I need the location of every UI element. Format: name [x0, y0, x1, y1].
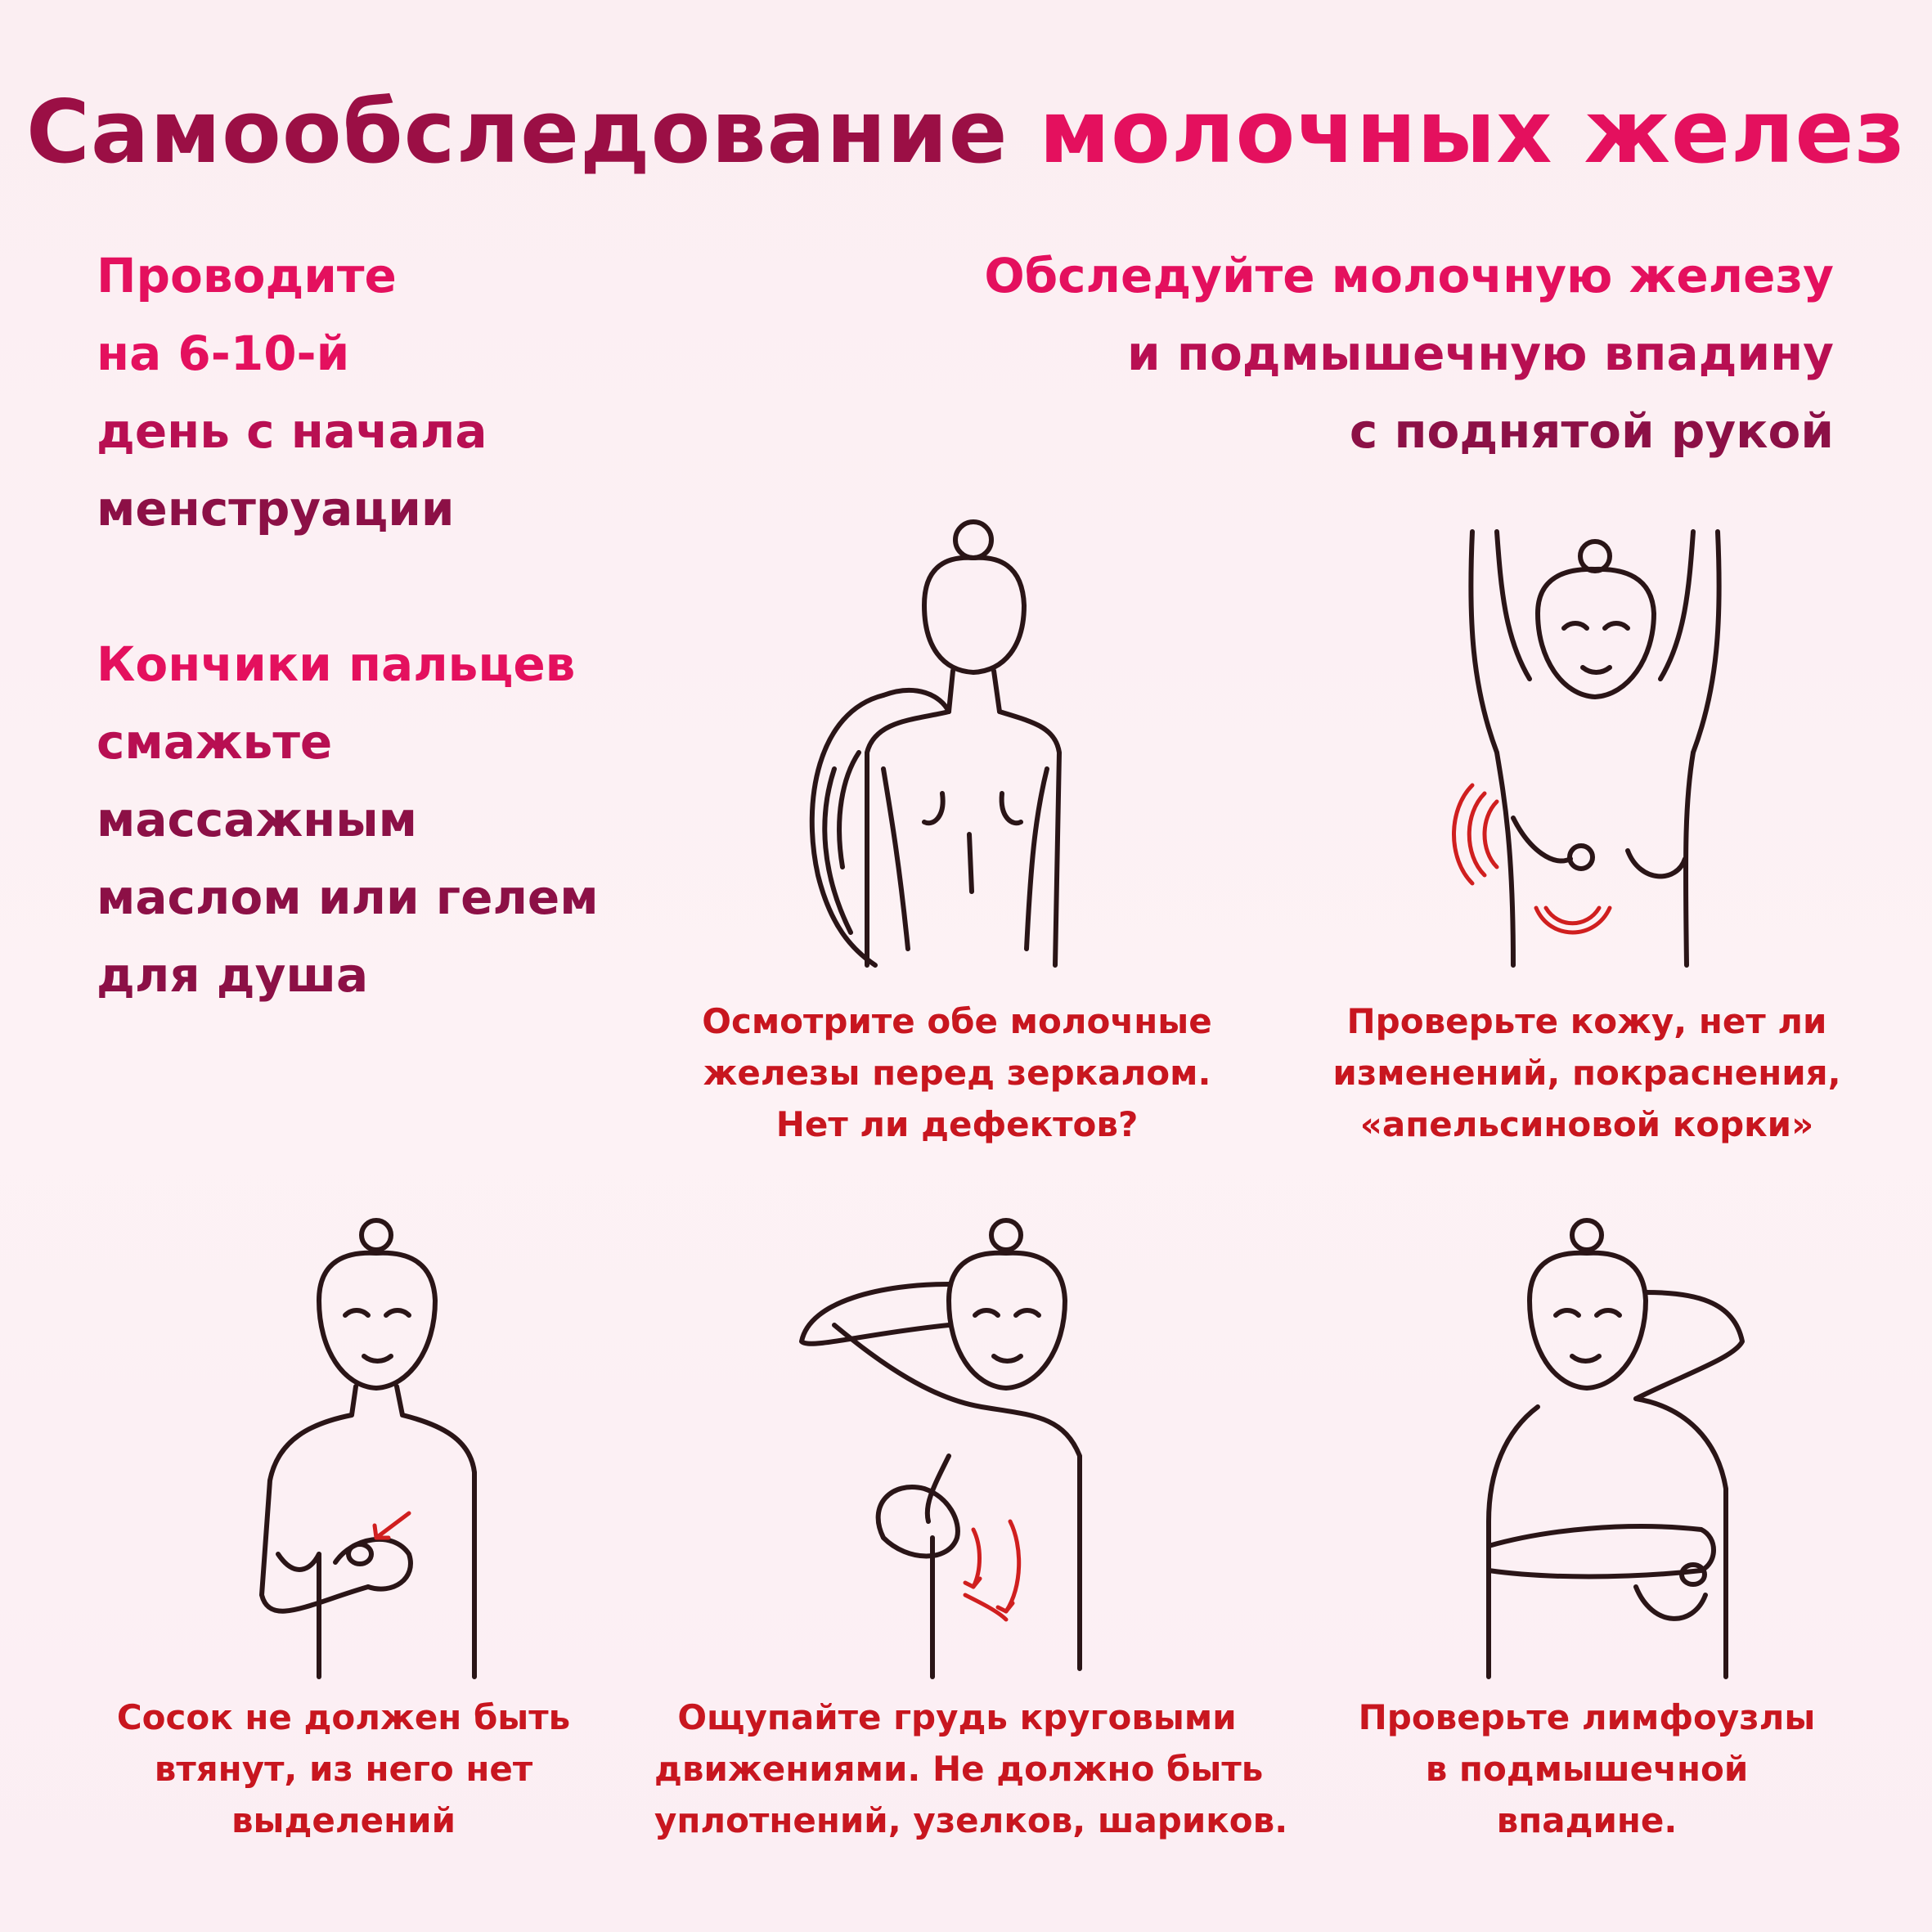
intro-line: маслом или гелем: [97, 869, 599, 925]
page-title: [0, 82, 1932, 182]
step-caption-2: Проверьте кожу, нет ли изменений, покраснения, «апельсиновой корки»: [1332, 1001, 1841, 1144]
figure-mirror-view: [785, 507, 1112, 982]
step-caption-4: Ощупайте грудь круговыми движениями. Не должно быть уплотнений, узелков, шариков.: [654, 1697, 1288, 1840]
intro-line: Проводите: [97, 248, 397, 303]
title-part1: Самообследование: [26, 82, 1009, 182]
figure-lymph-nodes: [1423, 1211, 1767, 1685]
left-intro: [97, 237, 718, 1014]
intro-line: Обследуйте молочную железу: [984, 248, 1834, 303]
intro-line: и подмышечную впадину: [1127, 326, 1834, 381]
intro-line: на 6-10-й: [97, 326, 350, 381]
step-caption-5: Проверьте лимфоузлы в подмышечной впадине.: [1358, 1697, 1816, 1840]
title-part2: молочных желез: [1039, 82, 1906, 182]
step-caption-3: Сосок не должен быть втянут, из него нет выделений: [116, 1697, 571, 1840]
intro-line: Кончики пальцев: [97, 636, 576, 692]
figure-nipple-check: [188, 1211, 515, 1685]
intro-line: смажьте: [97, 714, 333, 770]
figure-raised-arms: [1423, 523, 1750, 982]
figure-circular-palpation: [785, 1211, 1129, 1685]
intro-line: день с начала: [97, 403, 487, 459]
intro-line: массажным: [97, 792, 418, 847]
intro-line: для душа: [97, 947, 369, 1003]
intro-line: с поднятой рукой: [1349, 403, 1834, 459]
intro-line: менструации: [97, 481, 455, 537]
step-caption-1: Осмотрите обе молочные железы перед зеркалом. Нет ли дефектов?: [702, 1001, 1212, 1144]
right-intro: [771, 237, 1834, 470]
